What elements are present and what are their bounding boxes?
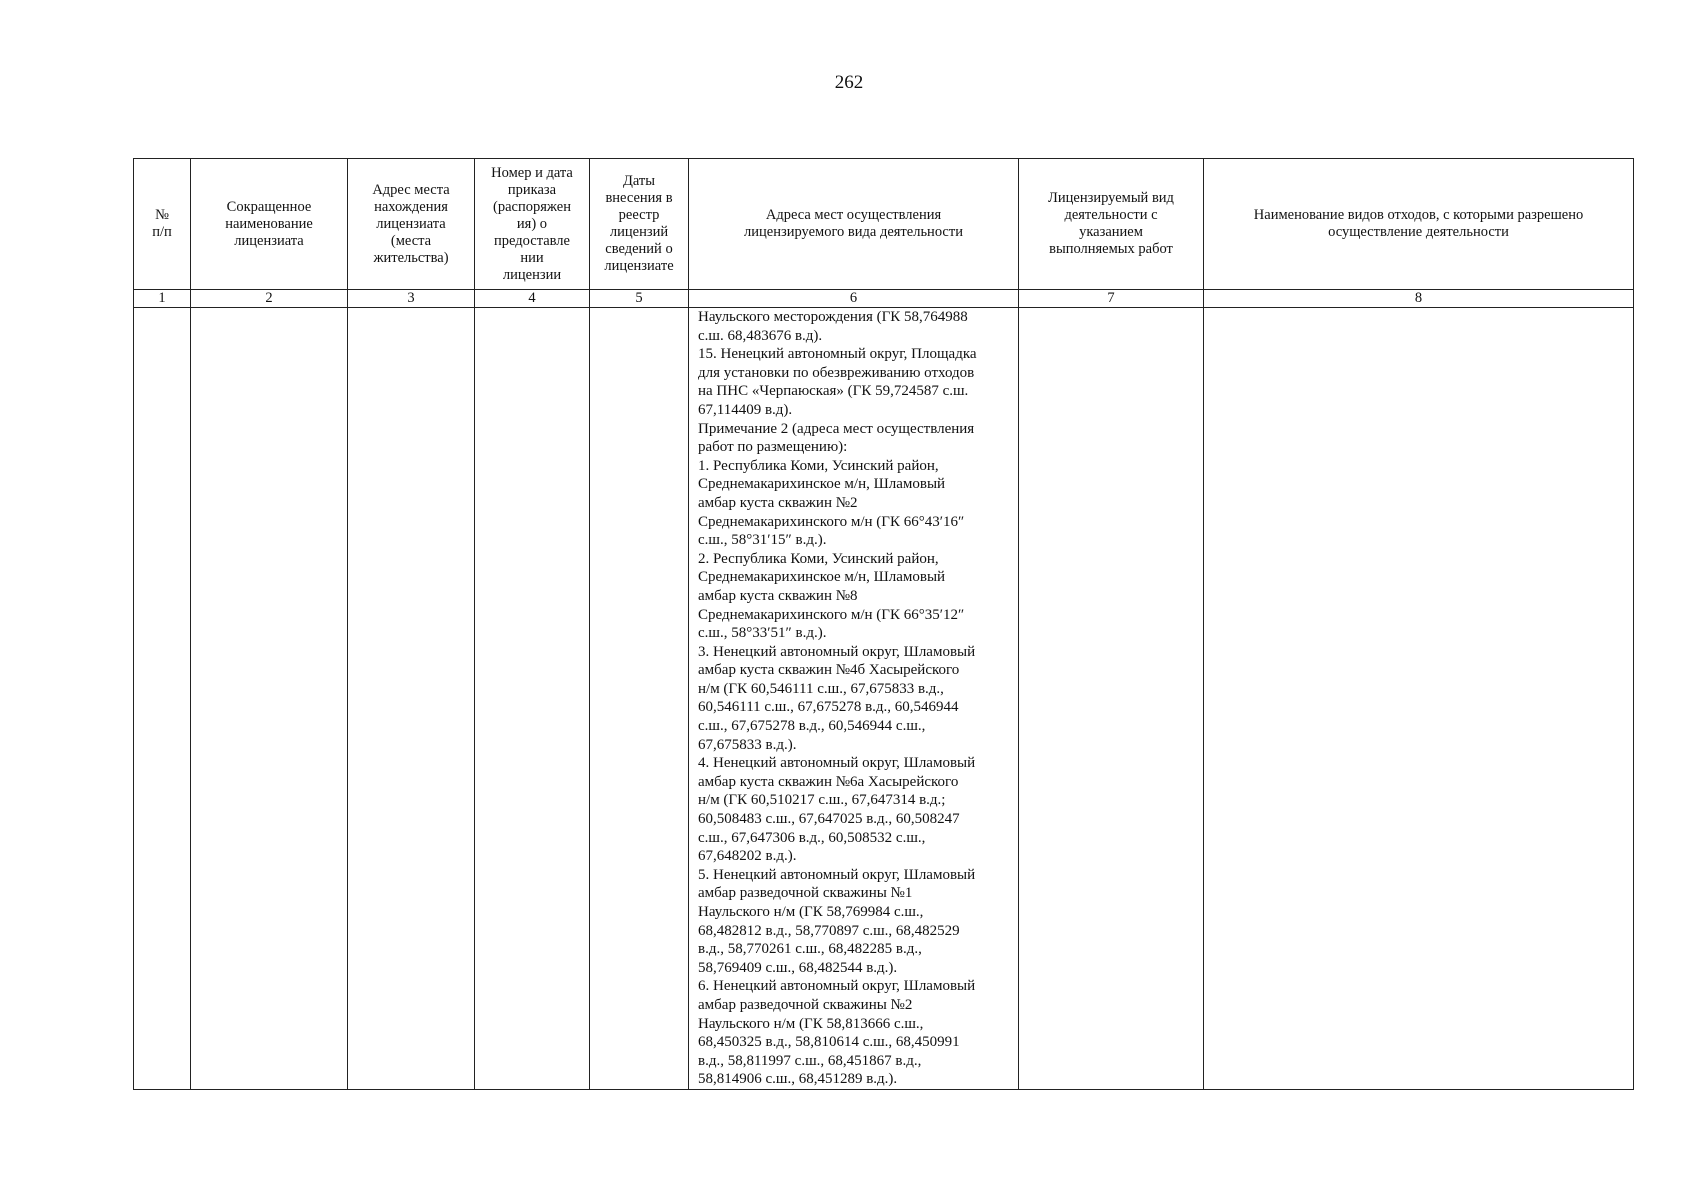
cell-activity-addresses [689, 308, 1019, 1090]
column-number: 5 [590, 290, 689, 308]
header-licensee-name: Сокращенное наименование лицензиата [191, 159, 348, 290]
cell-order-number-date [475, 308, 590, 1090]
header-row [134, 159, 1634, 290]
cell-licensee-address [348, 308, 475, 1090]
column-number-row [134, 290, 1634, 308]
cell-licensee-name [191, 308, 348, 1090]
header-number: № п/п [134, 159, 191, 290]
header-licensee-address: Адрес места нахождения лицензиата (места жительства) [348, 159, 475, 290]
column-number: 2 [191, 290, 348, 308]
column-number: 7 [1019, 290, 1204, 308]
cell-licensed-activity [1019, 308, 1204, 1090]
activity-addresses-text: Наульского месторождения (ГК 58,764988 с.ш. 68,483676 в.д). 15. Ненецкий автономный округ, Площадка для установки по обезвреживанию отходов на ПНС «Черпаюская» (ГК 59,724587 с.ш. 67,114409 в.д). Примечание 2 (адреса мест осуществления работ по размещению): 1. Республика Коми, Усинский район, Среднемакарихинское м/н, Шламовый амбар куста скважин №2 Среднемакарихинского м/н (ГК 66°43′16″ с.ш., 58°31′15″ в.д.). 2. Республика Коми, Усинский район, Среднемакарихинское м/н, Шламовый амбар куста скважин №8 Среднемакарихинского м/н (ГК 66°35′12″ с.ш., 58°33′51″ в.д.). 3. Ненецкий автономный округ, Шламовый амбар куста скважин №4б Хасырейского н/м (ГК 60,546111 с.ш., 67,675833 в.д., 60,546111 с.ш., 67,675278 в.д., 60,546944 с.ш., 67,675278 в.д., 60,546944 с.ш., 67,675833 в.д.). 4. Ненецкий автономный округ, Шламовый амбар куста скважин №6а Хасырейского н/м (ГК 60,510217 с.ш., 67,647314 в.д.; 60,508483 с.ш., 67,647025 в.д., 60,508247 с.ш., 67,647306 в.д., 60,508532 с.ш., 67,648202 в.д.). 5. Ненецкий автономный округ, Шламовый амбар разведочной скважины №1 Наульского н/м (ГК 58,769984 с.ш., 68,482812 в.д., 58,770897 с.ш., 68,482529 в.д., 58,770261 с.ш., 68,482285 в.д., 58,769409 с.ш., 68,482544 в.д.). 6. Ненецкий автономный округ, Шламовый амбар разведочной скважины №2 Наульского н/м (ГК 58,813666 с.ш., 68,450325 в.д., 58,810614 с.ш., 68,450991 в.д., 58,811997 с.ш., 68,451867 в.д., 58,814906 с.ш., 68,451289 в.д.). [698, 309, 977, 1088]
header-licensed-activity: Лицензируемый вид деятельности с указанием выполняемых работ [1019, 159, 1204, 290]
header-order-number-date: Номер и дата приказа (распоряжен ия) о предоставле нии лицензии [475, 159, 590, 290]
column-number: 3 [348, 290, 475, 308]
cell-number [134, 308, 191, 1090]
column-number: 6 [689, 290, 1019, 308]
header-waste-types: Наименование видов отходов, с которыми разрешено осуществление деятельности [1204, 159, 1634, 290]
cell-waste-types [1204, 308, 1634, 1090]
header-activity-addresses: Адреса мест осуществления лицензируемого вида деятельности [689, 159, 1019, 290]
cell-registry-dates [590, 308, 689, 1090]
column-number: 4 [475, 290, 590, 308]
header-registry-dates: Даты внесения в реестр лицензий сведений о лицензиате [590, 159, 689, 290]
table-row [134, 308, 1634, 1090]
page-number: 262 [834, 72, 864, 93]
column-number: 8 [1204, 290, 1634, 308]
column-number: 1 [134, 290, 191, 308]
license-registry-table [133, 158, 1634, 1090]
